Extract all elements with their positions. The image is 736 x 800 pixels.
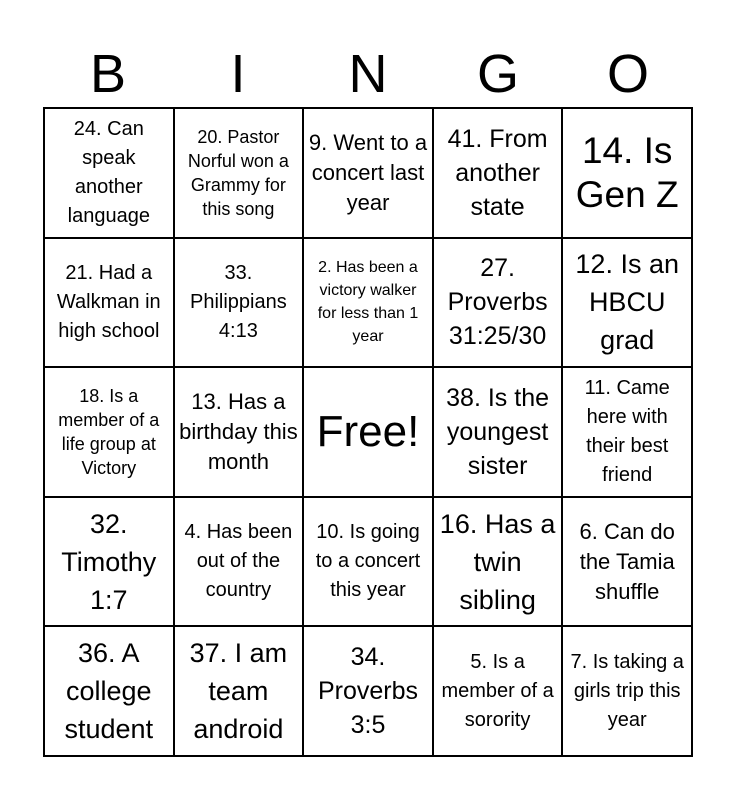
cell-text: 13. Has a birthday this month (179, 388, 298, 474)
cell-text: 21. Had a Walkman in high school (56, 261, 161, 342)
bingo-cell[interactable] (434, 498, 564, 628)
cell-text: 36. A college student (64, 638, 154, 745)
bingo-cell[interactable] (45, 498, 175, 628)
cell-text: 2. Has been a victory walker for less than 1 year (317, 259, 419, 346)
cell-text: 14. Is Gen Z (575, 129, 679, 215)
free-cell[interactable] (304, 368, 434, 498)
cell-text: 20. Pastor Norful won a Grammy for this song (187, 126, 289, 219)
cell-text: 11. Came here with their best friend (584, 376, 670, 486)
header-letter-i: I (230, 44, 246, 104)
cell-text: 33. Philippians 4:13 (190, 261, 287, 342)
cell-text: 18. Is a member of a life group at Victory (58, 385, 160, 478)
bingo-cell[interactable] (304, 627, 434, 757)
cell-text: 12. Is an HBCU grad (575, 249, 679, 356)
cell-text: 9. Went to a concert last year (308, 129, 428, 215)
bingo-cell[interactable] (175, 109, 305, 239)
bingo-cell[interactable] (563, 627, 693, 757)
bingo-cell[interactable] (304, 239, 434, 369)
header-letter-o: O (606, 44, 649, 104)
cell-text: Free! (316, 406, 420, 456)
bingo-cell[interactable] (434, 109, 564, 239)
cell-text: 7. Is taking a girls trip this year (570, 650, 684, 731)
header-letter-b: B (89, 44, 127, 104)
bingo-cell[interactable] (45, 239, 175, 369)
cell-text: 32. Timothy 1:7 (61, 508, 157, 615)
bingo-cell[interactable] (304, 109, 434, 239)
cell-text: 5. Is a member of a sorority (441, 650, 554, 731)
cell-text: 10. Is going to a concert this year (315, 521, 421, 602)
cell-text: 4. Has been out of the country (184, 521, 293, 602)
bingo-cell[interactable] (45, 368, 175, 498)
bingo-cell[interactable] (45, 627, 175, 757)
cell-text: 37. I am team android (189, 638, 288, 745)
header-letter-n: N (348, 44, 388, 104)
cell-text: 38. Is the youngest sister (446, 383, 550, 480)
bingo-cell[interactable] (304, 498, 434, 628)
cell-text: 6. Can do the Tamia shuffle (579, 518, 675, 604)
bingo-cell[interactable] (434, 239, 564, 369)
cell-text: 27. Proverbs 31:25/30 (447, 254, 548, 351)
cell-text: 41. From another state (447, 124, 548, 221)
bingo-grid (43, 107, 693, 757)
bingo-cell[interactable] (434, 627, 564, 757)
header-letter-g: G (476, 44, 519, 104)
bingo-cell[interactable] (45, 109, 175, 239)
cell-text: 34. Proverbs 3:5 (317, 643, 419, 740)
bingo-cell[interactable] (563, 498, 693, 628)
bingo-cell[interactable] (434, 368, 564, 498)
bingo-cell[interactable] (563, 109, 693, 239)
bingo-cell[interactable] (175, 239, 305, 369)
bingo-cell[interactable] (563, 368, 693, 498)
bingo-cell[interactable] (563, 239, 693, 369)
bingo-cell[interactable] (175, 627, 305, 757)
cell-text: 24. Can speak another language (67, 117, 150, 227)
cell-text: 16. Has a twin sibling (439, 508, 556, 615)
bingo-header (43, 42, 693, 106)
bingo-cell[interactable] (175, 368, 305, 498)
bingo-cell[interactable] (175, 498, 305, 628)
